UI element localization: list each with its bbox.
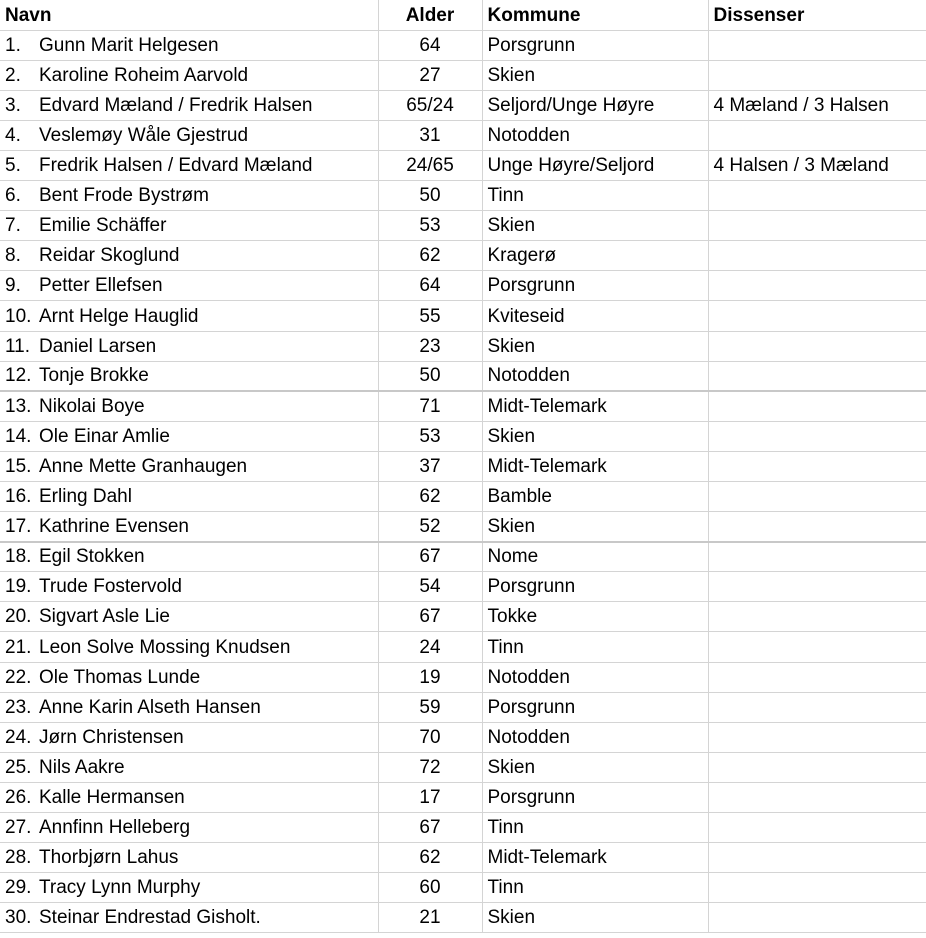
row-number: 12.: [5, 365, 32, 387]
candidate-name: Gunn Marit Helgesen: [39, 34, 219, 56]
cell-dissenser[interactable]: [708, 873, 926, 903]
row-number: 29.: [5, 877, 32, 899]
cell-dissenser[interactable]: [708, 331, 926, 361]
cell-dissenser[interactable]: [708, 391, 926, 421]
cell-name[interactable]: [0, 421, 378, 451]
cell-dissenser[interactable]: [708, 181, 926, 211]
table-row: [0, 572, 926, 602]
cell-name[interactable]: [0, 361, 378, 391]
cell-kommune[interactable]: Skien: [482, 752, 708, 782]
table-row: [0, 873, 926, 903]
row-number: 20.: [5, 606, 32, 628]
row-number: 11.: [5, 335, 31, 357]
cell-age[interactable]: 72: [378, 752, 482, 782]
cell-dissenser[interactable]: [708, 542, 926, 572]
cell-age[interactable]: 24/65: [378, 150, 482, 180]
table-row: [0, 60, 926, 90]
cell-name[interactable]: [0, 602, 378, 632]
row-number: 25.: [5, 756, 32, 778]
cell-name[interactable]: [0, 451, 378, 481]
row-number: 19.: [5, 576, 32, 598]
cell-age[interactable]: 31: [378, 120, 482, 150]
cell-kommune[interactable]: Bamble: [482, 482, 708, 512]
cell-name[interactable]: [0, 873, 378, 903]
cell-name[interactable]: [0, 542, 378, 572]
cell-kommune[interactable]: Porsgrunn: [482, 271, 708, 301]
header-row: [0, 0, 926, 30]
table-row: [0, 632, 926, 662]
cell-kommune[interactable]: Tinn: [482, 181, 708, 211]
cell-age[interactable]: 65/24: [378, 90, 482, 120]
cell-age[interactable]: 64: [378, 30, 482, 60]
cell-kommune[interactable]: Porsgrunn: [482, 692, 708, 722]
cell-name[interactable]: [0, 482, 378, 512]
cell-dissenser[interactable]: [708, 692, 926, 722]
cell-kommune[interactable]: Unge Høyre/Seljord: [482, 150, 708, 180]
candidate-name: Karoline Roheim Aarvold: [39, 64, 249, 86]
cell-age[interactable]: 21: [378, 903, 482, 933]
cell-dissenser[interactable]: [708, 572, 926, 602]
cell-name[interactable]: [0, 903, 378, 933]
cell-age[interactable]: 52: [378, 512, 482, 542]
cell-name[interactable]: [0, 512, 378, 542]
candidate-name: Kalle Hermansen: [39, 787, 185, 809]
cell-name[interactable]: [0, 211, 378, 241]
row-number: 2.: [5, 64, 21, 86]
cell-age[interactable]: 23: [378, 331, 482, 361]
cell-kommune[interactable]: Notodden: [482, 662, 708, 692]
table-row: [0, 451, 926, 481]
candidate-name: Tracy Lynn Murphy: [39, 877, 201, 899]
cell-age[interactable]: 67: [378, 813, 482, 843]
cell-dissenser[interactable]: [708, 632, 926, 662]
cell-name[interactable]: [0, 271, 378, 301]
candidate-name: Anne Mette Granhaugen: [39, 456, 248, 477]
candidate-name: Leon Solve Mossing Knudsen: [39, 636, 291, 658]
cell-name[interactable]: [0, 241, 378, 271]
table-row: [0, 30, 926, 60]
cell-kommune[interactable]: Midt-Telemark: [482, 451, 708, 481]
cell-age[interactable]: 62: [378, 843, 482, 873]
cell-kommune[interactable]: Skien: [482, 512, 708, 542]
row-number: 22.: [5, 666, 32, 688]
cell-dissenser[interactable]: [708, 722, 926, 752]
row-number: 3.: [5, 94, 21, 116]
table-row: [0, 150, 926, 180]
cell-name[interactable]: [0, 662, 378, 692]
cell-name[interactable]: [0, 692, 378, 722]
row-number: 24.: [5, 726, 32, 748]
table-row: [0, 722, 926, 752]
table-row: [0, 542, 926, 572]
cell-dissenser[interactable]: [708, 813, 926, 843]
candidate-name: Bent Frode Bystrøm: [39, 185, 209, 207]
cell-dissenser[interactable]: [708, 843, 926, 873]
row-number: 8.: [5, 245, 21, 267]
candidate-name: Erling Dahl: [39, 486, 132, 508]
candidate-name: Annfinn Helleberg: [39, 817, 191, 839]
cell-name[interactable]: [0, 782, 378, 812]
cell-age[interactable]: 71: [378, 391, 482, 421]
cell-dissenser[interactable]: [708, 782, 926, 812]
cell-name[interactable]: [0, 120, 378, 150]
table-row: [0, 692, 926, 722]
cell-dissenser[interactable]: [708, 482, 926, 512]
cell-name[interactable]: [0, 331, 378, 361]
cell-dissenser[interactable]: [708, 903, 926, 933]
cell-name[interactable]: [0, 752, 378, 782]
cell-name[interactable]: [0, 391, 378, 421]
cell-kommune[interactable]: Midt-Telemark: [482, 391, 708, 421]
table-row: [0, 843, 926, 873]
row-number: 18.: [5, 546, 32, 568]
cell-kommune[interactable]: Skien: [482, 211, 708, 241]
candidate-name: Trude Fostervold: [39, 576, 182, 598]
row-number: 23.: [5, 696, 32, 718]
table-row: [0, 421, 926, 451]
row-number: 15.: [5, 456, 32, 477]
cell-dissenser[interactable]: [708, 752, 926, 782]
row-number: 26.: [5, 787, 32, 809]
candidate-name: Tonje Brokke: [39, 365, 149, 387]
candidate-name: Reidar Skoglund: [39, 245, 180, 267]
cell-name[interactable]: [0, 813, 378, 843]
row-number: 10.: [5, 305, 32, 327]
table-row: [0, 482, 926, 512]
table-row: [0, 271, 926, 301]
cell-kommune[interactable]: Skien: [482, 903, 708, 933]
cell-name[interactable]: [0, 722, 378, 752]
table-row: [0, 903, 926, 933]
cell-kommune[interactable]: Tinn: [482, 813, 708, 843]
header-age[interactable]: Alder: [378, 0, 482, 30]
cell-dissenser[interactable]: [708, 451, 926, 481]
cell-kommune[interactable]: Notodden: [482, 722, 708, 752]
candidate-name: Daniel Larsen: [39, 335, 157, 357]
cell-age[interactable]: 50: [378, 361, 482, 391]
table-row: [0, 391, 926, 421]
row-number: 30.: [5, 907, 32, 929]
row-number: 4.: [5, 124, 21, 146]
cell-dissenser[interactable]: [708, 241, 926, 271]
candidate-name: Anne Karin Alseth Hansen: [39, 696, 261, 718]
cell-dissenser[interactable]: 4 Mæland / 3 Halsen: [708, 90, 926, 120]
cell-age[interactable]: 55: [378, 301, 482, 331]
table-row: [0, 241, 926, 271]
cell-age[interactable]: 60: [378, 873, 482, 903]
cell-kommune[interactable]: Kviteseid: [482, 301, 708, 331]
cell-dissenser[interactable]: [708, 361, 926, 391]
cell-age[interactable]: 17: [378, 782, 482, 812]
candidate-name: Petter Ellefsen: [39, 275, 163, 297]
cell-dissenser[interactable]: [708, 301, 926, 331]
candidate-name: Ole Einar Amlie: [39, 425, 170, 447]
cell-kommune[interactable]: Tinn: [482, 632, 708, 662]
cell-age[interactable]: 62: [378, 241, 482, 271]
candidate-name: Nils Aakre: [39, 756, 125, 778]
cell-dissenser[interactable]: [708, 120, 926, 150]
cell-dissenser[interactable]: [708, 512, 926, 542]
row-number: 5.: [5, 155, 21, 177]
row-number: 13.: [5, 395, 32, 417]
table-row: [0, 361, 926, 391]
cell-dissenser[interactable]: [708, 602, 926, 632]
cell-kommune[interactable]: Midt-Telemark: [482, 843, 708, 873]
header-kommune[interactable]: Kommune: [482, 0, 708, 30]
table-row: [0, 662, 926, 692]
cell-age[interactable]: 67: [378, 602, 482, 632]
table-row: [0, 331, 926, 361]
candidate-name: Arnt Helge Hauglid: [39, 305, 199, 327]
cell-age[interactable]: 19: [378, 662, 482, 692]
cell-dissenser[interactable]: [708, 662, 926, 692]
candidate-name: Veslemøy Wåle Gjestrud: [39, 124, 249, 146]
cell-name[interactable]: [0, 843, 378, 873]
table-body: [0, 30, 926, 933]
cell-name[interactable]: [0, 30, 378, 60]
cell-age[interactable]: 62: [378, 482, 482, 512]
cell-age[interactable]: 54: [378, 572, 482, 602]
cell-name[interactable]: [0, 150, 378, 180]
cell-age[interactable]: 24: [378, 632, 482, 662]
row-number: 21.: [5, 636, 32, 658]
cell-age[interactable]: 53: [378, 421, 482, 451]
candidate-name: Fredrik Halsen / Edvard Mæland: [39, 155, 313, 177]
cell-kommune[interactable]: Nome: [482, 542, 708, 572]
candidate-name: Sigvart Asle Lie: [39, 606, 170, 628]
cell-age[interactable]: 70: [378, 722, 482, 752]
cell-dissenser[interactable]: [708, 30, 926, 60]
cell-age[interactable]: 27: [378, 60, 482, 90]
row-number: 27.: [5, 817, 32, 839]
cell-age[interactable]: 50: [378, 181, 482, 211]
cell-kommune[interactable]: Tinn: [482, 873, 708, 903]
candidate-name: Ole Thomas Lunde: [39, 666, 201, 688]
candidate-name: Steinar Endrestad Gisholt.: [39, 907, 261, 929]
candidate-name: Egil Stokken: [39, 546, 145, 568]
cell-age[interactable]: 64: [378, 271, 482, 301]
table-row: [0, 90, 926, 120]
cell-age[interactable]: 53: [378, 211, 482, 241]
cell-dissenser[interactable]: 4 Halsen / 3 Mæland: [708, 150, 926, 180]
table-row: [0, 752, 926, 782]
cell-age[interactable]: 59: [378, 692, 482, 722]
cell-name[interactable]: [0, 632, 378, 662]
cell-age[interactable]: 67: [378, 542, 482, 572]
row-number: 6.: [5, 185, 21, 207]
candidate-name: Kathrine Evensen: [39, 515, 189, 537]
cell-name[interactable]: [0, 572, 378, 602]
cell-kommune[interactable]: Notodden: [482, 361, 708, 391]
table-row: [0, 211, 926, 241]
cell-name[interactable]: [0, 90, 378, 120]
cell-dissenser[interactable]: [708, 60, 926, 90]
cell-kommune[interactable]: Seljord/Unge Høyre: [482, 90, 708, 120]
cell-kommune[interactable]: Skien: [482, 60, 708, 90]
cell-kommune[interactable]: Kragerø: [482, 241, 708, 271]
candidate-name: Thorbjørn Lahus: [39, 847, 179, 869]
cell-kommune[interactable]: Skien: [482, 421, 708, 451]
cell-dissenser[interactable]: [708, 271, 926, 301]
table-row: [0, 301, 926, 331]
cell-kommune[interactable]: Porsgrunn: [482, 572, 708, 602]
table-row: [0, 181, 926, 211]
cell-name[interactable]: [0, 301, 378, 331]
row-number: 7.: [5, 215, 21, 237]
cell-kommune[interactable]: Tokke: [482, 602, 708, 632]
candidate-name: Edvard Mæland / Fredrik Halsen: [39, 94, 313, 116]
table-row: [0, 512, 926, 542]
cell-age[interactable]: 37: [378, 451, 482, 481]
cell-kommune[interactable]: Notodden: [482, 120, 708, 150]
cell-dissenser[interactable]: [708, 211, 926, 241]
cell-name[interactable]: [0, 181, 378, 211]
cell-dissenser[interactable]: [708, 421, 926, 451]
row-number: 9.: [5, 275, 21, 297]
table-row: [0, 602, 926, 632]
cell-kommune[interactable]: Skien: [482, 331, 708, 361]
header-dissenser[interactable]: Dissenser: [708, 0, 926, 30]
row-number: 28.: [5, 847, 32, 869]
cell-kommune[interactable]: Porsgrunn: [482, 30, 708, 60]
header-name[interactable]: Navn: [0, 0, 378, 30]
cell-kommune[interactable]: Porsgrunn: [482, 782, 708, 812]
row-number: 16.: [5, 486, 32, 508]
row-number: 1.: [5, 34, 21, 56]
candidate-name: Emilie Schäffer: [39, 215, 167, 237]
candidate-name: Nikolai Boye: [39, 395, 145, 417]
cell-name[interactable]: [0, 60, 378, 90]
table-row: [0, 813, 926, 843]
table-row: [0, 782, 926, 812]
table-row: [0, 120, 926, 150]
row-number: 17.: [5, 515, 32, 537]
candidate-name: Jørn Christensen: [39, 726, 184, 748]
row-number: 14.: [5, 425, 32, 447]
